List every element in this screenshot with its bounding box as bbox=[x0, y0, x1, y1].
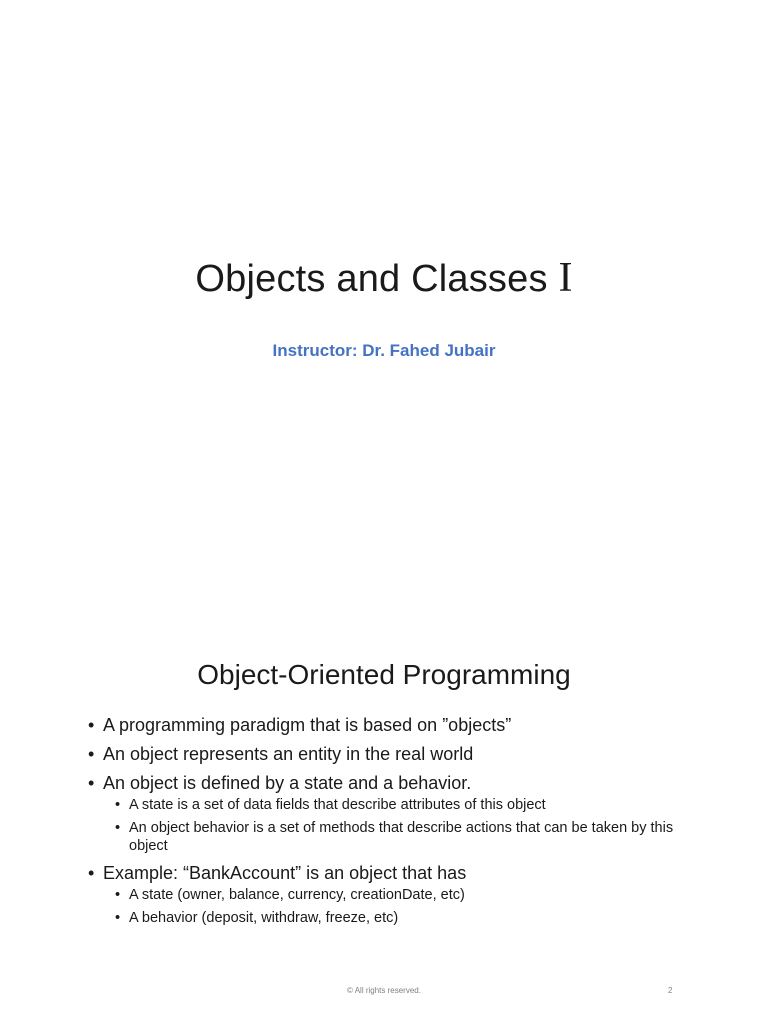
sub-bullet-item: • A state is a set of data fields that describe attributes of this object bbox=[115, 796, 708, 814]
sub-bullet-item: • A state (owner, balance, currency, creationDate, etc) bbox=[115, 886, 708, 904]
bullet-text: Example: “BankAccount” is an object that has bbox=[103, 863, 467, 883]
bullet-text: An object is defined by a state and a behavior. bbox=[103, 773, 472, 793]
sub-bullet-item: • An object behavior is a set of methods that describe actions that can be taken by this object bbox=[115, 819, 708, 855]
bullet-list bbox=[88, 714, 708, 934]
content-slide bbox=[0, 640, 768, 1024]
slide-title bbox=[0, 252, 768, 305]
sub-bullet-list bbox=[103, 886, 708, 927]
bullet-item bbox=[88, 862, 708, 927]
footer-copyright: © All rights reserved. bbox=[347, 986, 421, 995]
bullet-item bbox=[88, 743, 708, 765]
bullet-text: An object represents an entity in the real world bbox=[103, 744, 474, 764]
bullet-item bbox=[88, 714, 708, 736]
bullet-text: A programming paradigm that is based on ”objects” bbox=[103, 715, 512, 735]
slide-title-numeral: I bbox=[558, 255, 573, 301]
sub-bullet-item: • A behavior (deposit, withdraw, freeze, etc) bbox=[115, 909, 708, 927]
bullet-item bbox=[88, 772, 708, 855]
content-slide-title: Object-Oriented Programming bbox=[197, 659, 571, 690]
sub-bullet-list bbox=[103, 796, 708, 855]
page-number: 2 bbox=[668, 986, 673, 995]
slide-title-text: Objects and Classes bbox=[195, 258, 548, 300]
instructor-name: Instructor: Dr. Fahed Jubair bbox=[272, 341, 496, 360]
